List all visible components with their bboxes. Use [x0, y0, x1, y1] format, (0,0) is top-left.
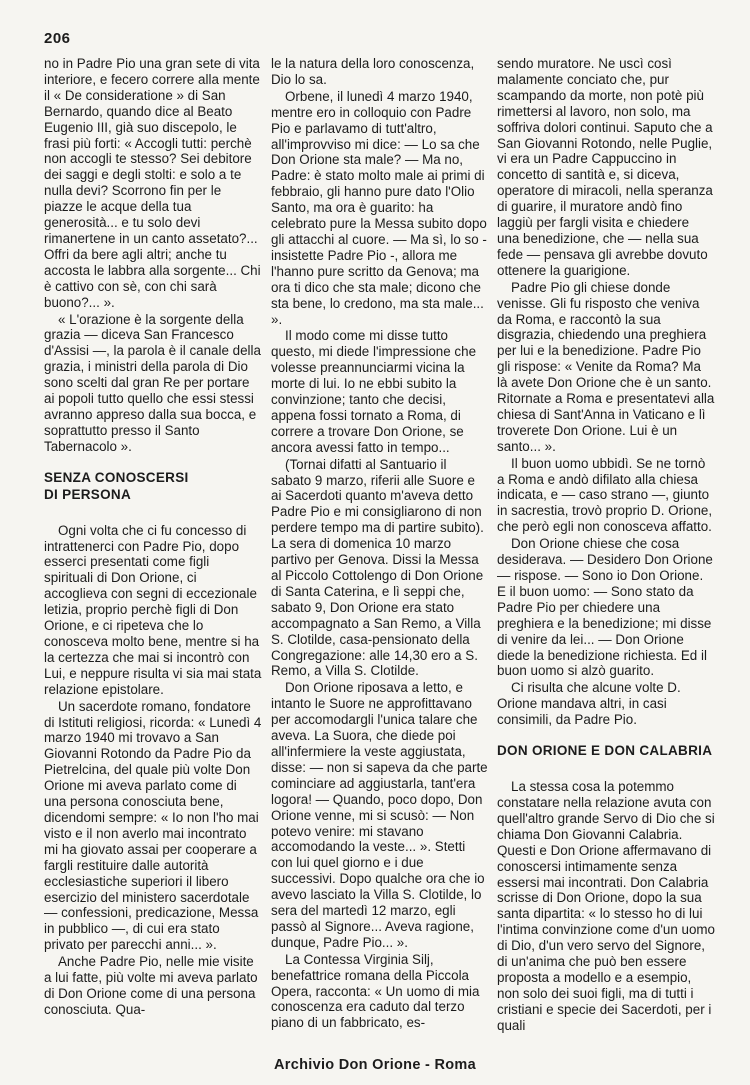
paragraph: Don Orione riposava a letto, e intanto le Suore ne approfittavano per accomodargli l'unica talare che aveva. La Suora, che diede poi all'infermiere la veste aggiustata, disse: — non si sapeva da che parte cominciare ad aggiustarla, tant'era logora! — Quando, poco dopo, Don Orione venne, mi si scusò: — Non potevo venire: mi stavano accomodando la veste... ». Stetti con lui quel giorno e i due successivi. Dopo qualche ora che io avevo lasciato la Villa S. Clotilde, lo sera del martedì 12 marzo, egli passò al Signore... Aveva ragione, dunque, Padre Pio... ».	[271, 680, 488, 950]
paragraph: Anche Padre Pio, nelle mie visite a lui fatte, più volte mi aveva parlato di Don Orione come di una persona conosciuta. Qua-	[44, 954, 258, 1017]
paragraph: Ci risulta che alcune volte D. Orione mandava altri, in casi consimili, da Padre Pio.	[497, 680, 681, 728]
paragraph: Ogni volta che ci fu concesso di intrattenerci con Padre Pio, dopo esserci presentati come figli spirituali di Don Orione, ci accoglieva con segni di eccezionale letizia, proprio perchè figli di Don Orione, e ci ripeteva che lo conosceva molto bene, mentre si ha la certezza che mai si incontrò con Lui, e neppure risulta vi sia mai stata relazione epistolare.	[44, 522, 262, 697]
paragraph: Padre Pio gli chiese donde venisse. Gli fu risposto che veniva da Roma, e raccontò la sua disgrazia, chiedendo una preghiera per lui e la benedizione. Padre Pio gli rispose: « Venite da Roma? Ma là avete Don Orione che è un santo. Ritornate a Roma e presentatevi alla chiesa di Sant'Anna in Vaticano e lì troverete Don Orione. Lui è un santo... ».	[497, 279, 715, 454]
paragraph: La Contessa Virginia Silj, benefattrice romana della Piccola Opera, racconta: « Un uomo di mia conoscenza era caduto dal terzo piano di un fabbricato, es-	[271, 951, 480, 1031]
column-2	[271, 56, 488, 1032]
paragraph: La stessa cosa la potemmo constatare nella relazione avuta con quell'altro grande Servo di Dio che si chiama Don Giovanni Calabria. Questi e Don Orione affermavano di conoscersi intimamente senza essersi mai incontrati. Don Calabria scrisse di Don Orione, dopo la sua santa dipartita: « lo stesso ho di lui l'intima convinzione come d'un uomo di Dio, d'un vero servo del Signore, di un'anima che può ben essere proposta a modello e a esempio, non solo dei suoi figli, ma di tutti i cristiani e specie dei Sacerdoti, per i quali	[497, 779, 715, 1033]
section-heading-don-orione-don-calabria: DON ORIONE E DON CALABRIA	[497, 743, 713, 759]
paragraph: le la natura della loro conoscenza, Dio lo sa.	[271, 56, 475, 87]
paragraph: Il modo come mi disse tutto questo, mi diede l'impressione che volesse preannunciarmi vicina la morte di lui. Io ne ebbi subito la convinzione; tanto che decisi, appena fossi tornato a Roma, di correre a trovare Don Orione, se ancora avessi fatto in tempo...	[271, 328, 477, 455]
column-1	[44, 56, 262, 1019]
archive-footer: Archivio Don Orione - Roma	[274, 1057, 476, 1073]
paragraph: no in Padre Pio una gran sete di vita interiore, e fecero correre alla mente il « De consideratione » di San Bernardo, quando dice al Beato Eugenio III, già suo discepolo, le frasi più forti: « Accogli tutti: perchè non accogli te stesso? Sei debitore dei saggi e degli stolti: e solo a te nulla devi? Scorrono fin per le piazze le acque della tua generosità... e tu solo devi rimanertene in un canto assetato?... Offri da bere agli altri; anche tu accosta le labbra alla sorgente... Chi è cattivo con sè, con chi sarà buono?... ».	[44, 56, 261, 310]
paragraph: « L'orazione è la sorgente della grazia — diceva San Francesco d'Assisi —, la parola è il canale della grazia, i ministri della parola di Dio sono scelti dal gran Re per portare ai popoli tutto quello che essi stessi avranno appreso dalla sua bocca, e soprattutto presso il Santo Tabernacolo ».	[44, 311, 261, 454]
paragraph: sendo muratore. Ne uscì così malamente conciato che, pur scampando da morte, non potè più rimettersi al lavoro, non solo, ma soffriva dolori continui. Saputo che a San Giovanni Rotondo, nelle Puglie, vi era un Padre Cappuccino in concetto di santità e, si diceva, operatore di miracoli, nella speranza di guarire, il muratore andò fino laggiù per fargli visita e chiedere una benedizione, che — nella sua fede — pensava gli avrebbe dovuto ottenere la guarigione.	[497, 56, 713, 278]
column-3	[497, 56, 715, 1035]
paragraph: (Tornai difatti al Santuario il sabato 9 marzo, riferii alle Suore e ai Sacerdoti quanto m'aveva detto Padre Pio e mi consigliarono di non perdere tempo ma di partire subito). La sera di domenica 10 marzo partivo per Genova. Dissi la Messa al Piccolo Cottolengo di Don Orione di Santa Caterina, e lì seppi che, sabato 9, Don Orione era stato accompagnato a San Remo, a Villa S. Clotilde, casa-pensionato della Congregazione: alle 14,30 ero a S. Remo, a Villa S. Clotilde.	[271, 456, 484, 679]
page-number: 206	[44, 30, 71, 47]
paragraph: Don Orione chiese che cosa desiderava. — Desidero Don Orione — rispose. — Sono io Don Orione. E il buon uomo: — Sono stato da Padre Pio per chiedere una preghiera e la benedizione; mi disse di venire da lei... — Don Orione diede la benedizione richiesta. Ed il buon uomo si alzò guarito.	[497, 536, 713, 679]
paragraph: Orbene, il lunedì 4 marzo 1940, mentre ero in colloquio con Padre Pio e parlavamo di tutt'altro, all'improvviso mi dice: — Lo sa che Don Orione sta male? — Ma no, Padre: è stato molto male ai primi di febbraio, gli hanno pure dato l'Olio Santo, ma ora è guarito: ha celebrato pure la Messa subito dopo gli attacchi al cuore. — Ma sì, lo so - insistette Padre Pio -, allora me l'hanno pure scritto da Genova; ma ora ti dico che sta male; dicono che sta bene, lo credono, ma sta male... ».	[271, 88, 487, 327]
paragraph: Un sacerdote romano, fondatore di Istituti religiosi, ricorda: « Lunedì 4 marzo 1940 mi trovavo a San Giovanni Rotondo da Padre Pio da Pietrelcina, del quale più volte Don Orione mi aveva parlato come di una persona conosciuta bene, dicendomi sempre: « Io non l'ho mai visto e il non averlo mai incontrato mi ha giovato assai per cooperare a fargli restituire dalle autorità ecclesiastiche superiori il libero esercizio del ministero sacerdotale — confessioni, predicazione, Messa in pubblico —, di cui era stato privato per parecchi anni... ».	[44, 698, 262, 953]
paragraph: Il buon uomo ubbidì. Se ne tornò a Roma e andò difilato alla chiesa indicata, e — caso strano —, giunto in sacrestia, trovò proprio D. Orione, che però egli non conosceva affatto.	[497, 455, 713, 535]
heading-line: SENZA CONOSCERSI	[44, 469, 189, 485]
section-heading-senza-conoscersi	[44, 469, 262, 503]
heading-line: DI PERSONA	[44, 486, 132, 502]
